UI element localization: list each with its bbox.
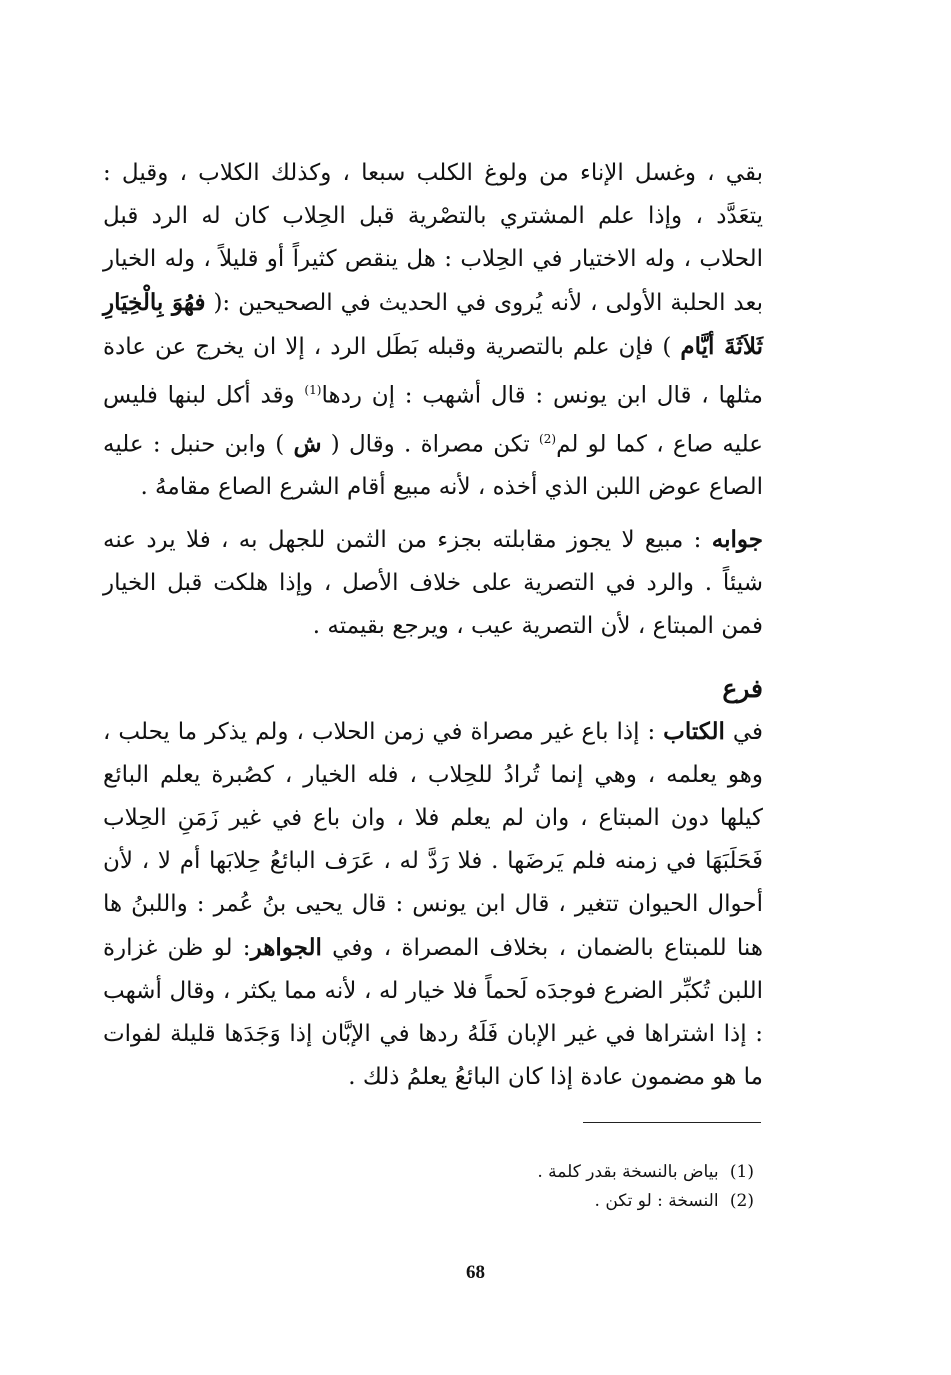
text-run: : إذا باع غير مصراة في زمن الحلاب ، ولم يذكر ما يحلب ، وهو يعلمه ، وهي إنما تُرادُ للحِلاب ، فله الخيار ، كصُبرة يعلم البائع كيلها دون المبتاع ، وان لم يعلم فلا ، وان باع في غير زَمَنِ الحِلاب فَحَلَبَهَا في زمنه فلم يَرضَها . فلا رَدَّ له ، عَرَف البائعُ حِلابَها أم لا ، لأن أحوال الحيوان تتغير ، قال ابن يونس : قال يحيى بنُ عُمر : واللبنُ ها هنا للمبتاع بالضمان ، بخلاف المصراة ، وفي (103, 719, 764, 961)
source-jawahir: الجواهر (250, 934, 322, 961)
page-number: 68 (466, 1262, 485, 1283)
footnotes (300, 1158, 754, 1216)
answer-label: جوابه (711, 526, 763, 553)
footnote-text: النسخة : لو تكن . (594, 1191, 719, 1211)
text-run: : لو ظن غزارة اللبن تُكبِّر الضرع فوجدَه لَحماً فلا خيار له ، لأنه مما يكثر ، وقال أشهب : إذا اشتراها في غير الإبان فَلَهُ ردها في الإبَّان إذا وَجَدَها قليلة لفوات ما هو مضمون عادة إذا كان البائعُ يعلمُ ذلك . (103, 935, 764, 1090)
footnote-divider (583, 1122, 761, 1123)
footnote-2 (300, 1187, 754, 1216)
text-run: ) وابن حنبل : عليه الصاع عوض اللبن الذي أخذه ، لأنه مبيع أقام الشرع الصاع مقامهُ . (103, 431, 763, 501)
source-kitab: الكتاب (663, 718, 725, 745)
footnote-marker-1: (1) (304, 383, 322, 397)
text-run: ) فإن علم بالتصرية وقبله بَطَل الرد ، إلا ان يخرج عن عادة مثلها ، قال ابن يونس : قال أشهب : إن ردها (103, 334, 763, 409)
text-run: : مبيع لا يجوز مقابلته بجزء من الثمن للجهل به ، فلا يرد عنه شيئاً . والرد في التصرية على خلاف الأصل ، وإذا هلكت قبل الخيار فمن المبتاع ، لأن التصرية عيب ، ويرجع بقيمته . (103, 527, 763, 639)
text-run: بقي ، وغسل الإناء من ولوغ الكلب سبعا ، وكذلك الكلاب ، وقيل : يتعَدَّد ، وإذا علم المشتري بالتصْرية قبل الحِلاب كان له الرد قبل الحلاب ، وله الاختيار في الحِلاب : هل ينقص كثيراً أو قليلاً ، وله الخيار بعد الحلبة الأولى ، لأنه يُروى في الحديث في الصحيحين :( (103, 160, 764, 316)
abbreviation-sh: ش (293, 430, 322, 458)
paragraph-2 (103, 518, 763, 648)
hadith-quote: فهُوَ بِالْخِيَارِ ثَلاَثَةَ أيَّام (103, 289, 763, 360)
footnote-number: (2) (729, 1191, 754, 1211)
footnote-number: (1) (729, 1162, 754, 1182)
footnote-marker-2: (2) (539, 431, 557, 446)
text-run: في (724, 719, 763, 745)
text-run: تكن مصراة . وقال ( (321, 431, 540, 458)
footnote-text: بياض بالنسخة بقدر كلمة . (537, 1162, 719, 1182)
text-run: وقد أكل لبنها فليس عليه صاع ، كما لو لم (103, 382, 763, 458)
section-heading: فرع (722, 674, 763, 703)
paragraph-3 (103, 710, 763, 1099)
footnote-1 (300, 1158, 754, 1187)
paragraph-1 (103, 152, 763, 509)
